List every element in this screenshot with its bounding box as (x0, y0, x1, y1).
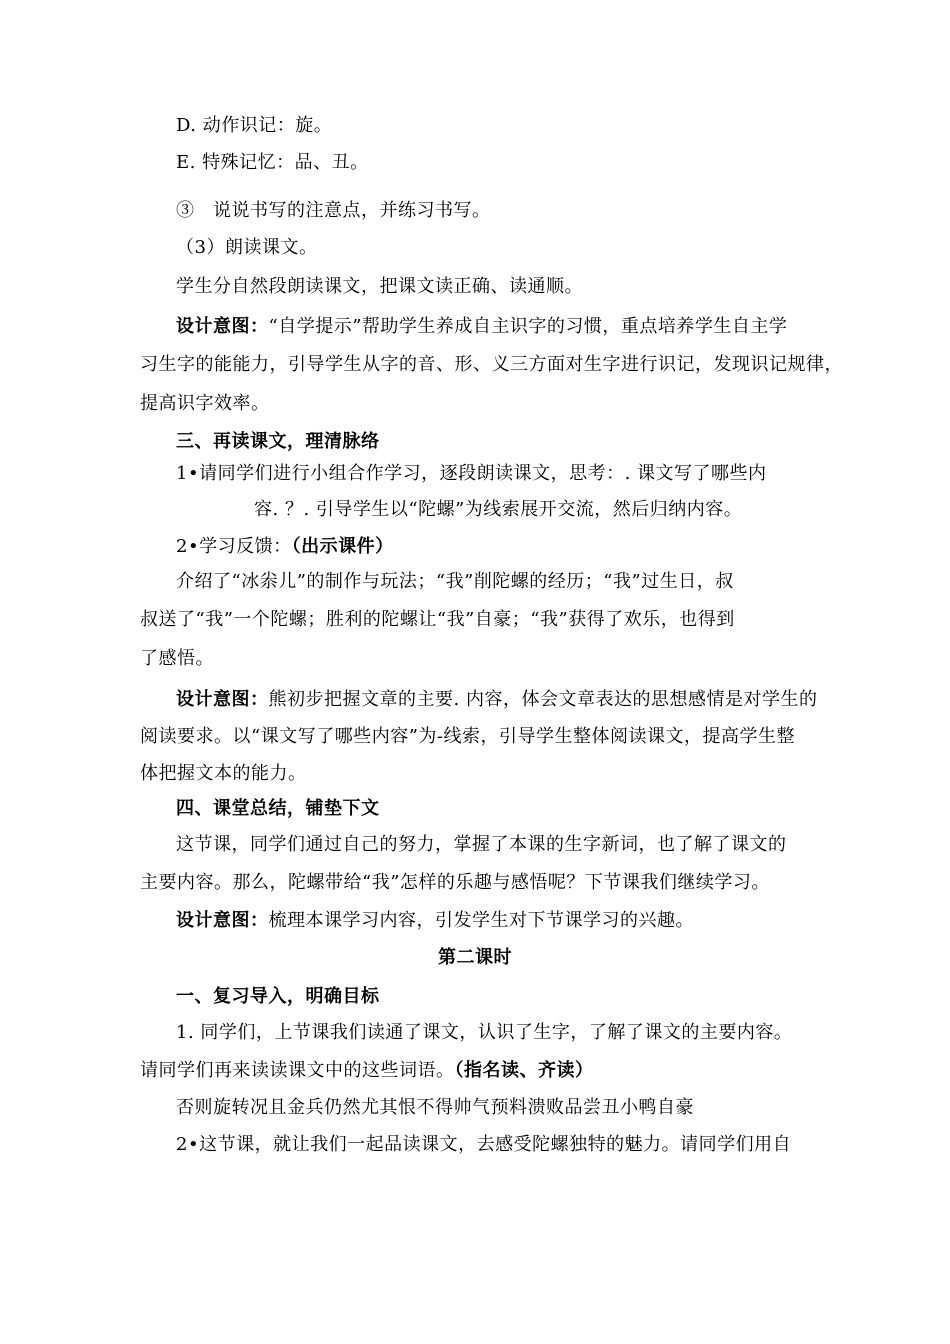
text-line: D. 动作识记：旋。 (176, 115, 333, 136)
text-line: 了感悟。 (140, 648, 214, 669)
text-line: 叔送了“我”一个陀螺；胜利的陀螺让“我”自豪；“我”获得了欢乐，也得到 (140, 609, 735, 630)
section-heading: 三、再读课文，理清脉络 (176, 431, 380, 452)
text-line: 梳理本课学习内容，引发学生对下节课学习的兴趣。 (268, 910, 694, 931)
section-heading: 四、课堂总结，铺垫下文 (176, 798, 380, 819)
text-line: 1•请同学们进行小组合作学习，逐段朗读课文，思考：. 课文写了哪些内 (176, 463, 767, 484)
text-line (176, 535, 394, 559)
text-line: （3）朗读课文。 (176, 237, 318, 258)
text-line: 这节课，同学们通过自己的努力，掌握了本课的生字新词，也了解了课文的 (176, 834, 787, 855)
text-line: 熊初步把握文章的主要. 内容，体会文章表达的思想感情是对学生的 (268, 689, 818, 710)
text-line: “自学提示”帮助学生养成自主识字的习惯，重点培养学生自主学 (268, 316, 788, 337)
text-line: 习生字的能能力，引导学生从字的音、形、义三方面对生字进行识记，发现识记规律， (140, 354, 843, 375)
text-line: 容. ？. 引导学生以“陀螺”为线索展开交流，然后归纳内容。 (254, 499, 743, 520)
text-line: （指名读、齐读） (454, 1060, 594, 1081)
section-heading: 一、复习导入，明确目标 (176, 986, 380, 1007)
text-line: 阅读要求。以“课文写了哪些内容”为-线索，引导学生整体阅读课文，提高学生整 (140, 726, 795, 747)
text-line (140, 1059, 594, 1083)
text-line: （出示课件） (291, 536, 394, 557)
lesson-title: 第二课时 (438, 947, 512, 968)
text-line: 请同学们再来读读课文中的这些词语。 (140, 1060, 455, 1081)
text-line: 介绍了“冰尜儿”的制作与玩法；“我”削陀螺的经历；“我”过生日，叔 (176, 571, 734, 592)
design-intent-paragraph (176, 688, 817, 712)
design-intent-paragraph (176, 909, 694, 933)
design-intent-label: 设计意图： (176, 316, 269, 337)
text-line: 1. 同学们，上节课我们读通了课文，认识了生字，了解了课文的主要内容。 (176, 1022, 793, 1043)
text-line: 提高识字效率。 (140, 393, 270, 414)
word-list: 否则旋转况且金兵仍然尤其恨不得帅气预料溃败品尝丑小鸭自豪 (176, 1097, 694, 1118)
text-line: E. 特殊记忆：品、丑。 (176, 152, 369, 173)
text-line: 2•学习反馈： (176, 536, 292, 557)
design-intent-paragraph (176, 315, 787, 339)
text-line: 体把握文本的能力。 (140, 763, 307, 784)
design-intent-label: 设计意图： (176, 689, 269, 710)
design-intent-label: 设计意图： (176, 910, 269, 931)
text-line: 学生分自然段朗读课文，把课文读正确、读通顺。 (176, 276, 583, 297)
text-line: 主要内容。那么，陀螺带给“我”怎样的乐趣与感悟呢？下节课我们继续学习。 (140, 872, 770, 893)
text-line: ③ 说说书写的注意点，并练习书写。 (176, 200, 491, 221)
text-line: 2•这节课，就让我们一起品读课文，去感受陀螺独特的魅力。请同学们用自 (176, 1134, 792, 1155)
